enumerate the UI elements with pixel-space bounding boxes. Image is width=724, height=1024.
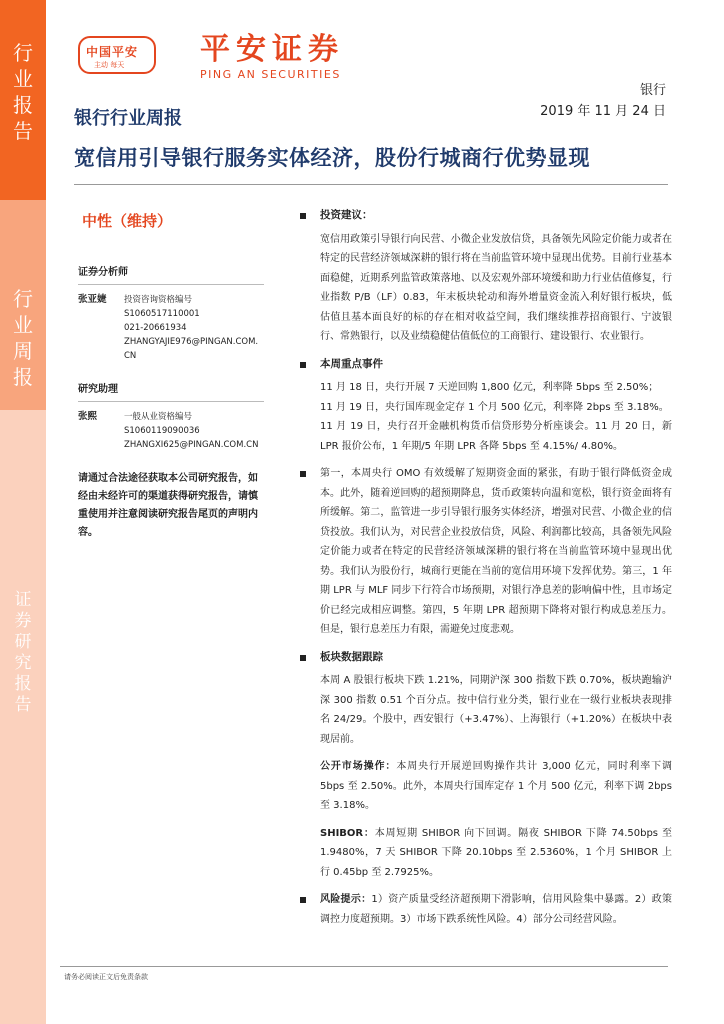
assistant-person: 张熙 一般从业资格编号 S1060119090036 ZHANGXI625@PINGAN.COM.CN (78, 410, 264, 452)
advice-text: 宽信用政策引导银行向民营、小微企业发放信贷，具备领先风险定价能力或者在特定的民营经济领域深耕的银行将在当前监管环境中显现出优势。目前行业基本面稳健，近期系列监管政策落地、以及宏观外部环境缓和助力行业估值修复，行业指数 P/B（LF）0.83，年末板块轮动和海外增量资金流入利好银行板块，低估值且基本面良好的标的存在相对收益空间，我们继续推荐招商银行、宁波银行、常熟银行，以及业绩稳健估值低位的工商银行、建设银行、农业银行。 (320, 233, 672, 342)
analyst-name: 张亚婕 (78, 294, 107, 305)
assistant-email: ZHANGXI625@PINGAN.COM.CN (124, 440, 259, 450)
rating-badge: 中性（维持） (82, 212, 173, 230)
sidebar (0, 0, 46, 1024)
ping-an-securities-logo: 平安证券 PING AN SECURITIES (200, 32, 344, 81)
sector-heading: 板块数据跟踪 (300, 648, 672, 668)
analyst-person: 张亚婕 投资咨询资格编号 S1060517110001 021-20661934 ZHANGYAJIE976@PINGAN.COM.CN (78, 293, 264, 363)
doc-type: 银行行业周报 (74, 108, 182, 129)
ping-an-group-logo: 中国平安 主动 每天 (78, 36, 156, 74)
analysis-text: 第一，本周央行 OMO 有效缓解了短期资金面的紧张，有助于银行降低资金成本。此外，随着逆回购的超预期降息，货币政策转向温和宽松，银行资金面将有所缓解。第二，监管进一步引导银行服务实体经济，增强对民营、小微企业的信贷投放。我们认为，对民营企业投放信贷，风险、利润都比较高，具备领先风险定价能力或者在特定的民营经济领域深耕的银行将在当前监管环境中显现出优势。我们认为股份行，城商行更能在当前的宽信用环境下发挥优势。第三，1 年期 LPR 与 MLF 同步下行符合市场预期，对银行净息差的影响偏中性，且市场定价已经完成相应调整。第四，5 年期 LPR 超预期下降将对银行构成息差压力。但是，银行息差压力有限，需避免过度悲观。 (300, 464, 672, 640)
sidebar-securities-report: 证 券 研 究 报 告 (0, 410, 46, 1024)
disclaimer-notice: 请通过合法途径获取本公司研究报告，如经由未经许可的渠道获得研究报告，请慎重使用并注意阅读研究报告尾页的声明内容。 (78, 473, 258, 538)
events-line: 11 月 19 日，央行国库现金定存 1 个月 500 亿元，利率降 2bps 至 3.18%。 (320, 401, 669, 413)
events-line: 11 月 19 日，央行召开金融机构货币信贷形势分析座谈会。11 月 20 日，新 LPR 报价公布，1 年期/5 年期 LPR 各降 5bps 至 4.15%/ 4.80%。 (320, 421, 672, 452)
analyst-heading: 证券分析师 (78, 267, 128, 278)
title-divider (74, 184, 668, 185)
events-line: 11 月 18 日，央行开展 7 天逆回购 1,800 亿元，利率降 5bps 至 2.50%； (320, 382, 659, 393)
events-heading: 本周重点事件 (300, 355, 672, 375)
advice-heading: 投资建议： (300, 206, 672, 226)
sector-text: 本周 A 股银行板块下跌 1.21%，同期沪深 300 指数下跌 0.70%，板块跑输沪深 300 指数 0.51 个百分点。按中信行业分类，银行业在一级行业板块表现排名 24/29。个股中，西安银行（+3.47%）、上海银行（+1.20%）在板块中表现居前。 (320, 675, 672, 745)
assistant-name: 张熙 (78, 411, 98, 422)
analyst-block (78, 263, 264, 363)
footer-divider (60, 966, 668, 967)
divider (78, 284, 264, 285)
report-date: 2019 年 11 月 24 日 (540, 104, 666, 119)
market-ops: 公开市场操作：本周央行开展逆回购操作共计 3,000 亿元，同时利率下调 5bps 至 2.50%。此外，本周央行国库定存 1 个月 500 亿元，利率下调 2bps 至 3.18%。 (320, 761, 672, 811)
sidebar-report-type: 行 业 报 告 (0, 0, 46, 200)
page-title: 宽信用引导银行服务实体经济，股份行城商行优势显现 (74, 146, 590, 170)
footer-note: 请务必阅读正文后免责条款 (64, 973, 148, 981)
report-body (300, 206, 672, 929)
shibor: SHIBOR：本周短期 SHIBOR 向下回调。隔夜 SHIBOR 下降 74.50bps 至 1.9480%，7 天 SHIBOR 下降 20.10bps 至 2.5360%，1 个月 SHIBOR 上行 0.45bp 至 2.7925%。 (320, 827, 672, 878)
risk-warning: 风险提示：1）资产质量受经济超预期下滑影响，信用风险集中暴露。2）政策调控力度超预期。3）市场下跌系统性风险。4）部分公司经营风险。 (300, 890, 672, 929)
sidebar-weekly: 行 业 周 报 (0, 200, 46, 410)
assistant-block (78, 380, 264, 452)
industry-label: 银行 (639, 83, 666, 98)
assistant-heading: 研究助理 (78, 384, 118, 395)
analyst-email: ZHANGYAJIE976@PINGAN.COM.CN (124, 337, 259, 361)
divider (78, 401, 264, 402)
